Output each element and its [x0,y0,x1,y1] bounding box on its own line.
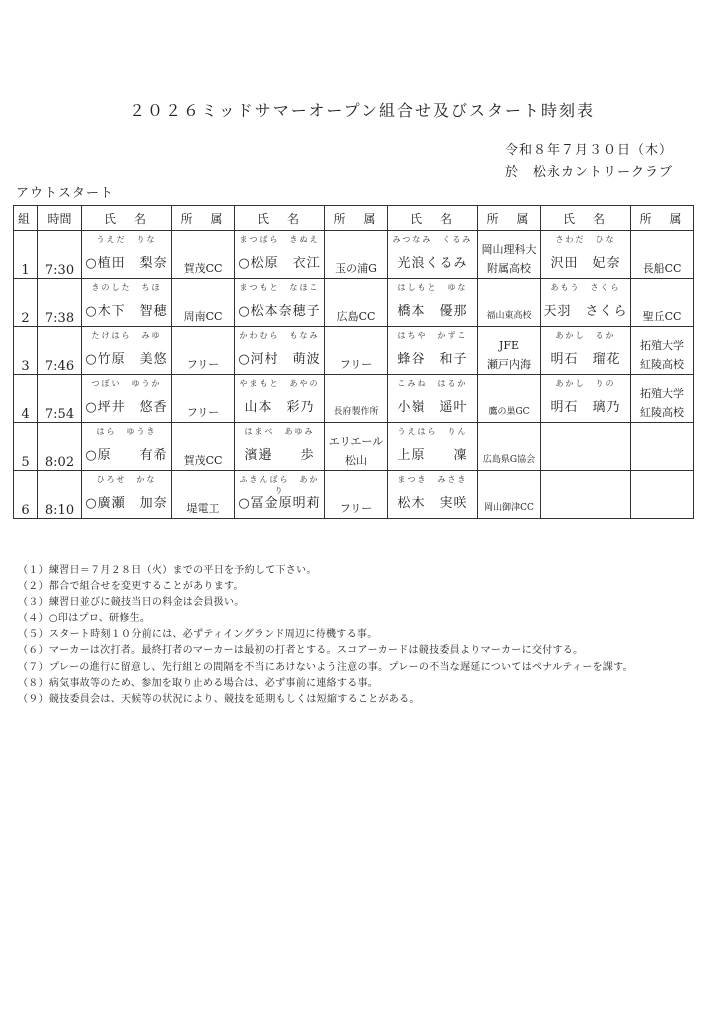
player-affiliation: 賀茂CC [172,423,235,471]
player-affiliation: 福山東高校 [478,279,541,327]
group-number: 3 [14,327,38,375]
start-time-table [13,205,694,519]
player-name-cell [235,327,325,375]
player-affiliation: JFE 瀬戸内海 [478,327,541,375]
player-name: ○廣瀬 加奈 [85,496,168,511]
start-time: 7:46 [38,327,82,375]
player-affiliation: 賀茂CC [172,231,235,279]
note-item: （９）競技委員会は、天候等の状況により、競技を延期もしくは短縮することがある。 [18,693,420,705]
player-kana: こみね はるか [397,379,468,388]
player-name-cell [235,423,325,471]
player-name-cell [541,279,631,327]
table-row [14,471,694,519]
header-name: 氏 名 [235,206,325,231]
player-kana: つぼい ゆうか [91,379,162,388]
player-name-cell [235,231,325,279]
player-name-cell [541,327,631,375]
player-name: 蜂谷 和子 [397,352,468,367]
start-time: 8:10 [38,471,82,519]
player-name: 上原 凜 [397,448,468,463]
note-item: （７）プレーの進行に留意し、先行組との間隔を不当にあけないよう注意の事。プレーの不当な遅延についてはペナルティーを課す。 [18,661,633,673]
player-name-cell [388,279,478,327]
player-name-cell [82,471,172,519]
table-row [14,279,694,327]
player-name: 山本 彩乃 [244,400,315,415]
player-kana: まつばら きぬえ [239,235,320,244]
start-time: 7:30 [38,231,82,279]
player-name: ○竹原 美悠 [85,352,168,367]
player-name-cell [82,423,172,471]
player-name: 松木 実咲 [397,496,468,511]
player-kana: うえはら りん [397,427,468,436]
player-kana: まつき みさき [397,475,468,484]
group-number: 1 [14,231,38,279]
player-affiliation: 長船CC [631,231,694,279]
player-kana: はまべ あゆみ [244,427,315,436]
section-label: アウトスタート [16,186,114,201]
player-name: 濱邉 歩 [244,448,315,463]
player-name: 橋本 優那 [397,304,468,319]
group-number: 5 [14,423,38,471]
header-affiliation: 所 属 [172,206,235,231]
start-time: 7:54 [38,375,82,423]
player-kana: ひろせ かな [96,475,157,484]
player-name-cell [541,375,631,423]
player-affiliation: フリー [325,471,388,519]
page-title: ２０２６ミッドサマーオープン組合せ及びスタート時刻表 [129,101,595,120]
player-name-cell [388,327,478,375]
table-row [14,231,694,279]
player-name-cell [82,231,172,279]
player-name: 沢田 妃奈 [550,256,621,271]
player-kana: みつなみ くるみ [392,235,473,244]
player-name: ○冨金原明莉 [238,496,321,511]
player-name: ○植田 梨奈 [85,256,168,271]
player-affiliation: 聖丘CC [631,279,694,327]
player-affiliation: フリー [325,327,388,375]
player-name: 明石 璃乃 [550,400,621,415]
start-time: 8:02 [38,423,82,471]
player-name-cell [388,423,478,471]
player-kana: はしもと ゆな [397,283,468,292]
player-kana: あもう さくら [550,283,621,292]
player-name: ○河村 萌波 [238,352,321,367]
player-kana: うえだ りな [96,235,157,244]
group-number: 4 [14,375,38,423]
player-kana: ふきんばら あかり [239,475,320,495]
group-number: 6 [14,471,38,519]
player-name-cell [541,423,631,471]
group-number: 2 [14,279,38,327]
header-name: 氏 名 [388,206,478,231]
player-name [541,511,630,518]
player-affiliation: 鷹の巣GC [478,375,541,423]
player-name-cell [541,471,631,519]
player-name-cell [388,375,478,423]
player-kana: さわだ ひな [555,235,616,244]
player-affiliation [631,471,694,519]
header-row [14,206,694,231]
player-affiliation: 拓殖大学 紅陵高校 [631,327,694,375]
note-item: （２）都合で組合せを変更することがあります。 [18,581,244,593]
player-affiliation: 長府製作所 [325,375,388,423]
player-affiliation: 岡山御津CC [478,471,541,519]
player-name: ○坪井 悠香 [85,400,168,415]
player-affiliation: 岡山理科大 附属高校 [478,231,541,279]
player-name: 天羽 さくら [543,304,628,319]
player-kana: きのした ちほ [91,283,162,292]
player-name: ○原 有希 [85,448,168,463]
player-name-cell [82,279,172,327]
player-kana: はちや かずこ [397,331,468,340]
player-name-cell [82,375,172,423]
player-name: ○松原 衣江 [238,256,321,271]
player-affiliation: 玉の浦G [325,231,388,279]
player-affiliation: エリエール 松山 [325,423,388,471]
player-name-cell [388,471,478,519]
player-name: 光浪くるみ [397,256,468,271]
player-affiliation [631,423,694,471]
player-name-cell [235,375,325,423]
note-item: （４）○印はプロ、研修生。 [18,613,151,625]
player-affiliation: 広島県G協会 [478,423,541,471]
player-name: ○木下 智穂 [85,304,168,319]
table-row [14,327,694,375]
player-name-cell [235,471,325,519]
player-kana: あかし るか [555,331,616,340]
player-name-cell [235,279,325,327]
player-kana: かわむら もなみ [239,331,320,340]
player-kana: やまもと あやの [239,379,320,388]
player-name-cell [388,231,478,279]
player-kana: はら ゆうき [96,427,157,436]
note-item: （８）病気事故等のため、参加を取り止める場合は、必ず事前に連絡する事。 [18,677,379,689]
notes-list [18,563,633,708]
header-affiliation: 所 属 [631,206,694,231]
event-venue: 於 松永カントリークラブ [505,165,674,180]
player-name: 小嶺 遥叶 [397,400,468,415]
event-date: 令和８年７月３０日（木） [505,143,674,158]
player-affiliation: 堤電工 [172,471,235,519]
note-item: （１）練習日＝７月２８日（火）までの平日を予約して下さい。 [18,565,317,576]
player-affiliation: 広島CC [325,279,388,327]
player-name: ○松本奈穂子 [238,304,321,319]
player-affiliation: 周南CC [172,279,235,327]
note-item: （３）練習日並びに競技当日の料金は会員扱い。 [18,597,245,609]
start-time: 7:38 [38,279,82,327]
note-item: （５）スタート時刻１０分前には、必ずティイングランド周辺に待機する事。 [18,629,378,641]
player-name [541,463,630,470]
header-group: 組 [14,206,38,231]
player-kana: あかし りの [555,379,616,388]
player-name: 明石 瑠花 [550,352,621,367]
player-kana: たけはら みゆ [91,331,162,340]
player-kana: まつもと なほこ [239,283,320,292]
table-row [14,375,694,423]
player-name-cell [541,231,631,279]
player-affiliation: フリー [172,327,235,375]
player-affiliation: フリー [172,375,235,423]
player-name-cell [82,327,172,375]
header-time: 時間 [38,206,82,231]
header-name: 氏 名 [541,206,631,231]
note-item: （６）マーカーは次打者。最終打者のマーカーは最初の打者とする。スコアーカードは競技委員よりマーカーに交付する。 [18,645,584,657]
player-affiliation: 拓殖大学 紅陵高校 [631,375,694,423]
header-affiliation: 所 属 [478,206,541,231]
table-row [14,423,694,471]
header-name: 氏 名 [82,206,172,231]
header-affiliation: 所 属 [325,206,388,231]
